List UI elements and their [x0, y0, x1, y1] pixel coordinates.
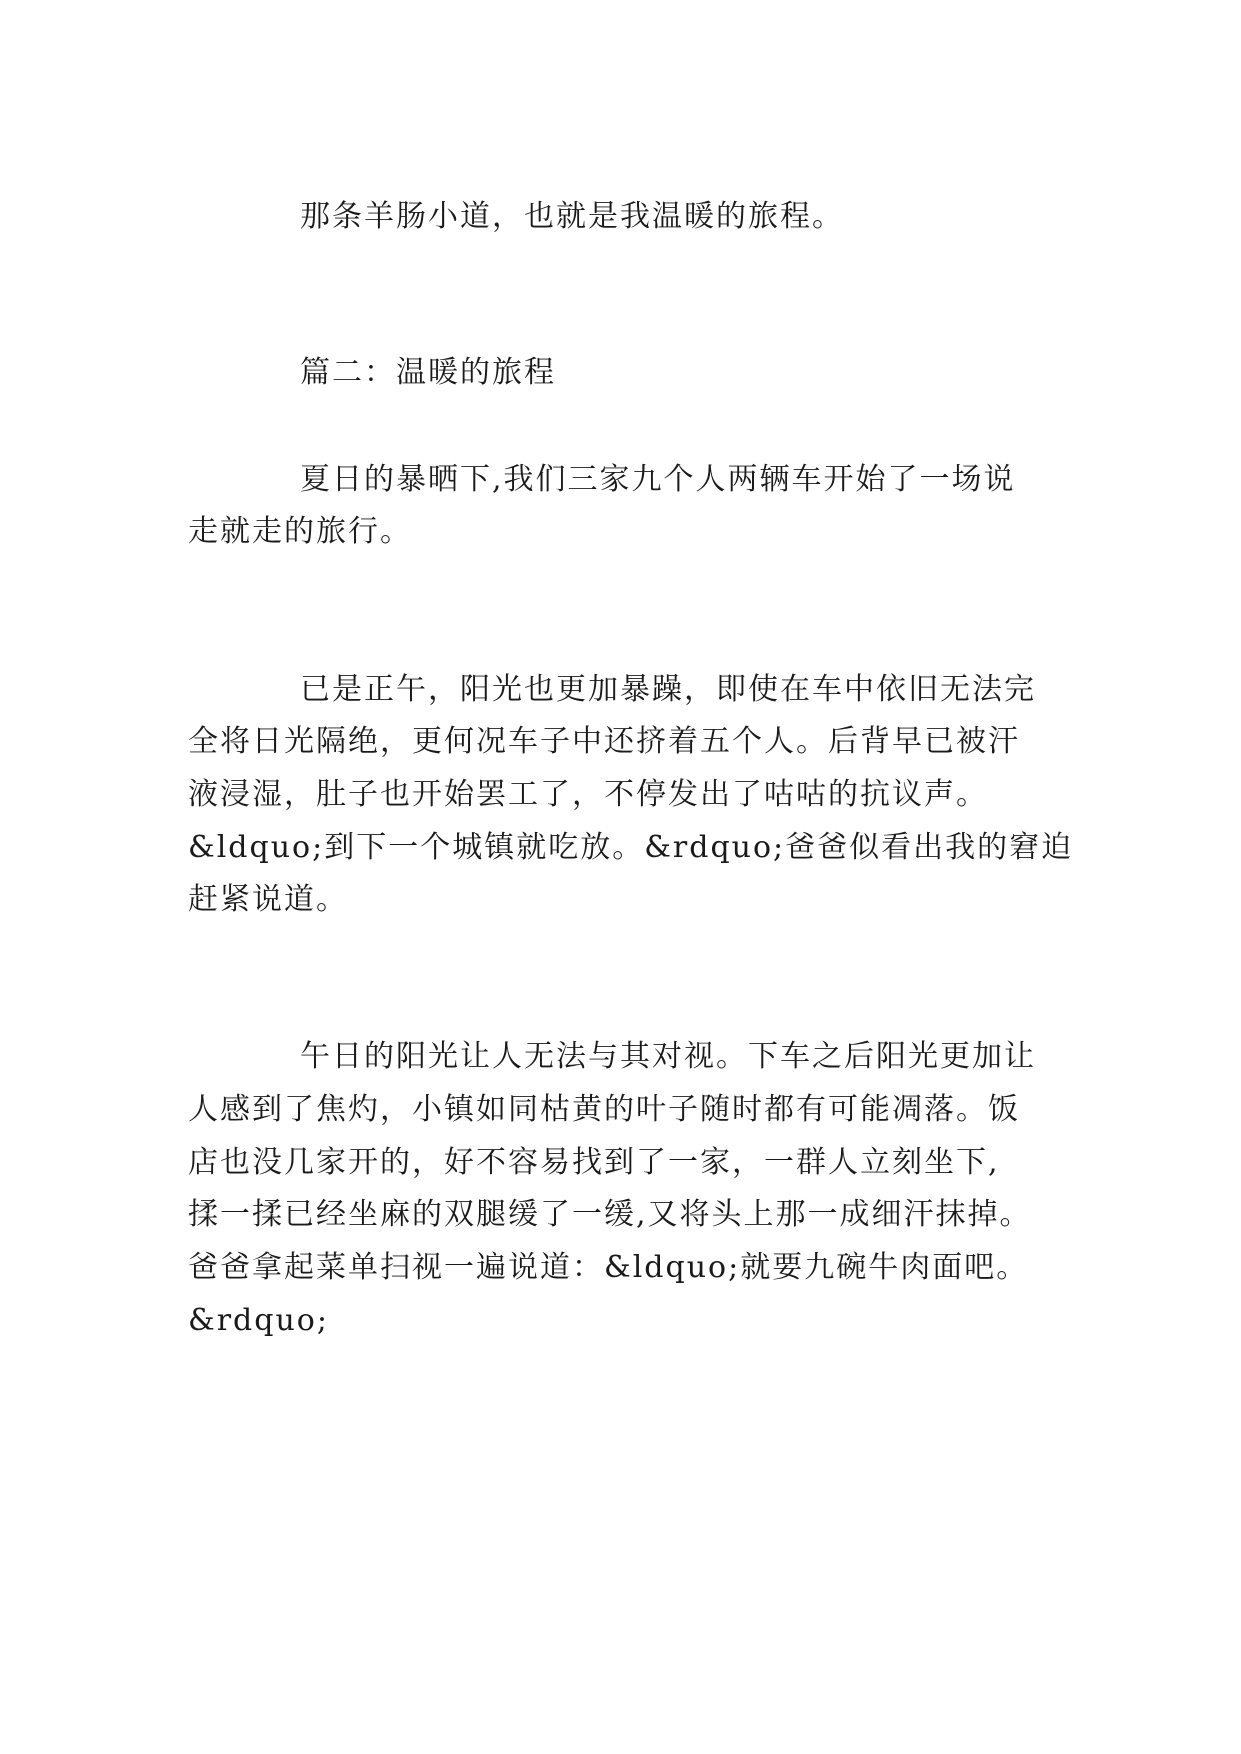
paragraph-line: 人感到了焦灼，小镇如同枯黄的叶子随时都有可能凋落。饭: [188, 1092, 1020, 1127]
paragraph-line: 夏日的暴晒下,我们三家九个人两辆车开始了一场说: [300, 462, 1016, 497]
paragraph-line: &rdquo;: [188, 1303, 329, 1338]
paragraph-line: 爸爸拿起菜单扫视一遍说道：&ldquo;就要九碗牛肉面吧。: [188, 1250, 1029, 1285]
paragraph-line: 液浸湿，肚子也开始罢工了，不停发出了咕咕的抗议声。: [188, 777, 988, 812]
paragraph-line: 揉一揉已经坐麻的双腿缓了一缓,又将头上那一成细汗抹掉。: [188, 1197, 1032, 1232]
paragraph-line: 店也没几家开的，好不容易找到了一家，一群人立刻坐下,: [188, 1145, 1000, 1180]
paragraph-line: 已是正午，阳光也更加暴躁，即使在车中依旧无法完: [300, 672, 1036, 707]
paragraph-line: 赶紧说道。: [188, 882, 348, 917]
paragraph-line: &ldquo;到下一个城镇就吃放。&rdquo;爸爸似看出我的窘迫: [188, 830, 1074, 865]
paragraph-line: 走就走的旅行。: [188, 514, 412, 549]
paragraph-line: 那条羊肠小道，也就是我温暖的旅程。: [300, 199, 844, 234]
paragraph-line: 全将日光隔绝，更何况车子中还挤着五个人。后背早已被汗: [188, 724, 1020, 759]
paragraph-line: 午日的阳光让人无法与其对视。下车之后阳光更加让: [300, 1039, 1036, 1074]
section-heading: 篇二：温暖的旅程: [300, 355, 556, 390]
